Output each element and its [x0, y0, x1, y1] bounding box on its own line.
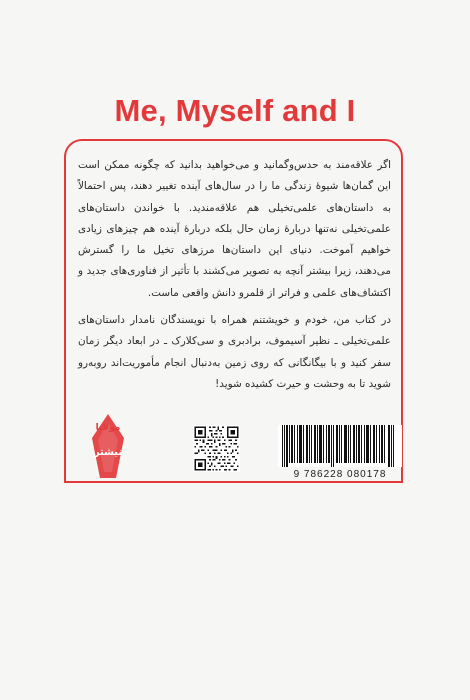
- synopsis-paragraph-2: در کتاب من، خودم و خویشتنم همراه با نویسندگان نامدار داستان‌های علمی‌تخیلی ـ نظیر آسیموف، برادبری و سی‌کلارک ـ در ابعاد دیگر زمان سفر کنید و با بیگانگانی که روی زمین به‌دنبال انجام مأموریت‌اند روبه‌رو شوید تا به وحشت و حیرت کشیده شوید!: [78, 314, 391, 390]
- synopsis-paragraph-1: اگر علاقه‌مند به حدس‌وگمانید و می‌خواهید بدانید که چگونه ممکن است این گمان‌ها شیوهٔ زندگی ما را در سال‌های آینده تغییر دهند، پس احتمالاً به داستان‌های علمی‌تخیلی هم علاقه‌مندید. با خواندن داستان‌های علمی‌تخیلی نه‌تنها دربارهٔ زمان حال بلکه دربارهٔ آینده هم چیزهای زیادی خواهیم آموخت. دنیای این داستان‌ها مرزهای تخیل ما را گسترش می‌دهند، زیرا بیشتر آنچه به تصویر می‌کشند با تأثیر از فناوری‌های جدید و اکتشاف‌های علمی و فراتر از قلمرو دانش واقعی ماست.: [78, 159, 391, 299]
- qr-code-icon: [193, 425, 240, 472]
- barcode-icon: [278, 425, 402, 467]
- book-title: Me, Myself and I: [114, 93, 356, 128]
- isbn-barcode-number: 9 786228 080178: [293, 469, 387, 480]
- qr-code: [193, 425, 240, 472]
- publisher-logo: [92, 414, 124, 478]
- isbn-barcode: [278, 425, 402, 480]
- publisher-logo-text-bottom: نیشتر: [93, 447, 123, 458]
- publisher-logo-text-top: مولانا: [95, 423, 121, 433]
